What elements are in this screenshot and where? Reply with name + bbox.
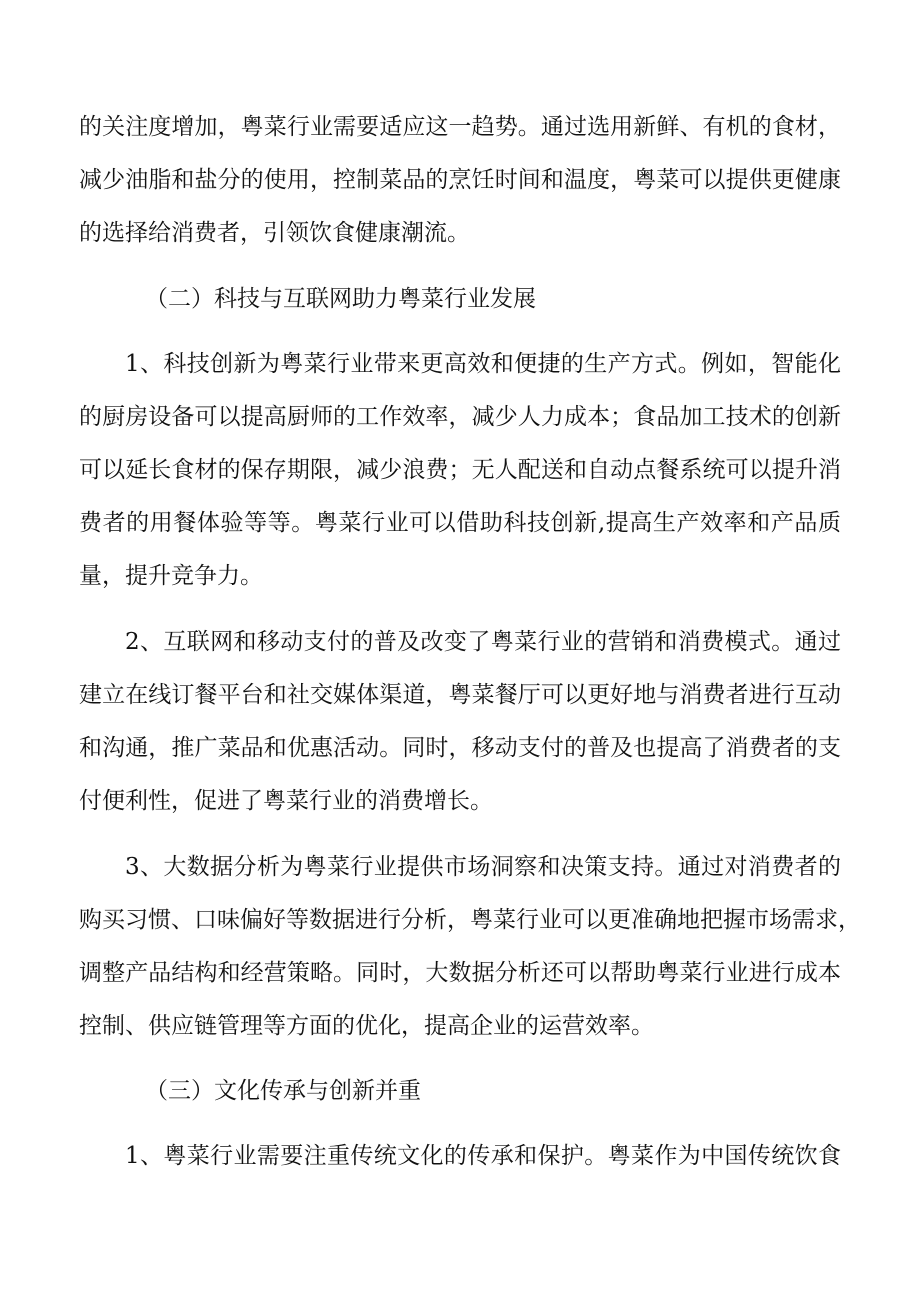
paragraph-line: 的关注度增加，粤菜行业需要适应这一趋势。通过选用新鲜、有机的食材， [79, 114, 841, 140]
section-heading: （二）科技与互联网助力粤菜行业发展 [145, 286, 536, 312]
paragraph-line: 1、粤菜行业需要注重传统文化的传承和保护。粤菜作为中国传统饮食 [125, 1143, 841, 1169]
paragraph-line: 费者的用餐体验等等。粤菜行业可以借助科技创新,提高生产效率和产品质 [79, 510, 841, 536]
paragraph-line: 量，提升竞争力。 [79, 563, 263, 589]
paragraph-line: 和沟通，推广菜品和优惠活动。同时，移动支付的普及也提高了消费者的支 [79, 735, 841, 761]
paragraph-line: 调整产品结构和经营策略。同时，大数据分析还可以帮助粤菜行业进行成本 [79, 960, 841, 986]
section-heading: （三）文化传承与创新并重 [145, 1078, 421, 1104]
paragraph-line: 2、互联网和移动支付的普及改变了粤菜行业的营销和消费模式。通过 [125, 629, 841, 655]
paragraph-line: 控制、供应链管理等方面的优化，提高企业的运营效率。 [79, 1013, 654, 1039]
paragraph-line: 可以延长食材的保存期限，减少浪费；无人配送和自动点餐系统可以提升消 [79, 457, 841, 483]
paragraph-line: 购买习惯、口味偏好等数据进行分析，粤菜行业可以更准确地把握市场需求， [79, 907, 861, 933]
paragraph-line: 的选择给消费者，引领饮食健康潮流。 [79, 220, 470, 246]
paragraph-line: 付便利性，促进了粤菜行业的消费增长。 [79, 788, 493, 814]
paragraph-line: 减少油脂和盐分的使用，控制菜品的烹饪时间和温度，粤菜可以提供更健康 [79, 167, 841, 193]
paragraph-line: 的厨房设备可以提高厨师的工作效率，减少人力成本；食品加工技术的创新 [79, 404, 841, 430]
paragraph-line: 1、科技创新为粤菜行业带来更高效和便捷的生产方式。例如，智能化 [125, 351, 841, 377]
paragraph-line: 建立在线订餐平台和社交媒体渠道，粤菜餐厅可以更好地与消费者进行互动 [79, 682, 841, 708]
paragraph-line: 3、大数据分析为粤菜行业提供市场洞察和决策支持。通过对消费者的 [125, 854, 841, 880]
